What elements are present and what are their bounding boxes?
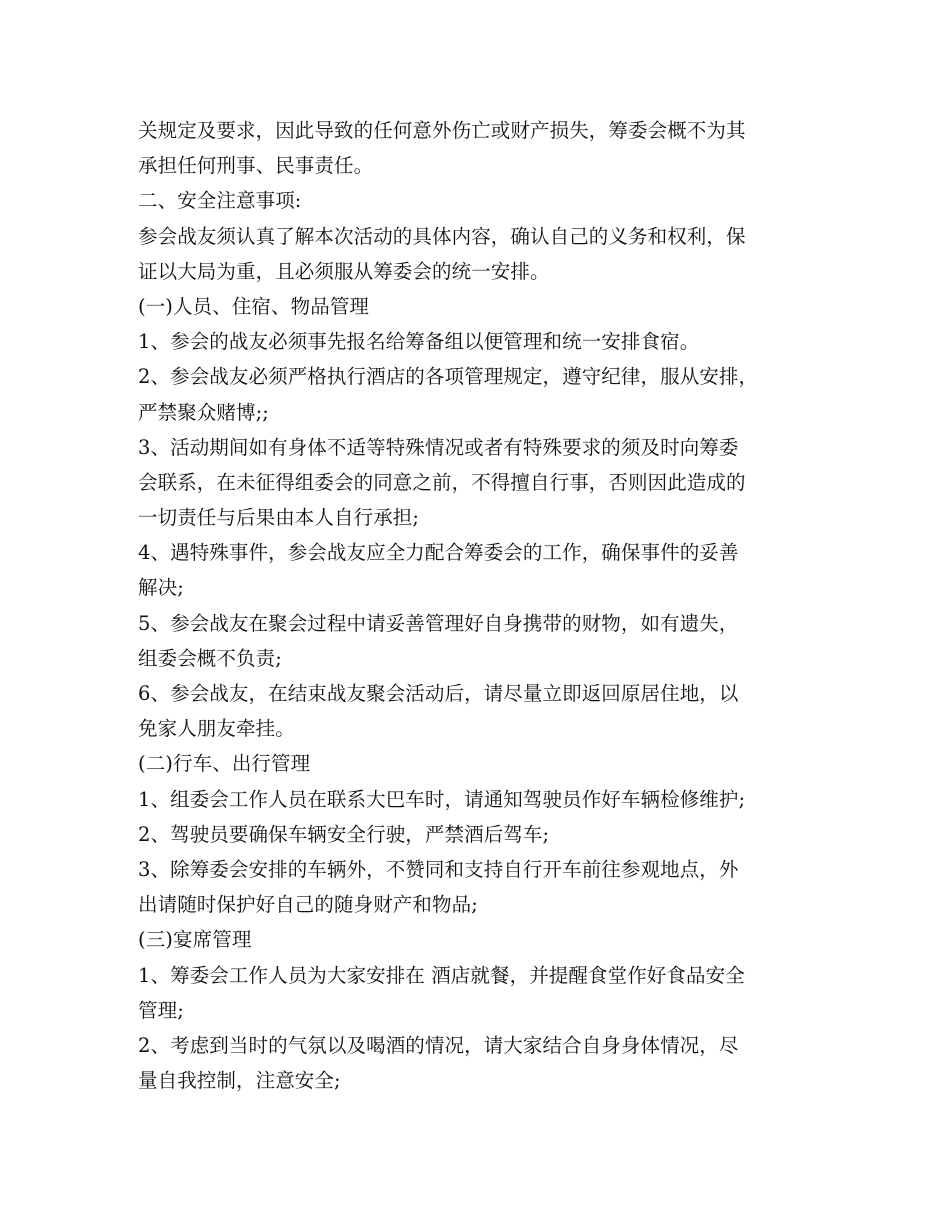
text-line: 会联系，在未征得组委会的同意之前，不得擅自行事，否则因此造成的: [138, 470, 746, 494]
subsection-heading: (三)宴席管理: [138, 928, 252, 952]
list-item: 2、参会战友必须严格执行酒店的各项管理规定，遵守纪律，服从安排，: [138, 365, 759, 389]
list-item: 3、除筹委会安排的车辆外，不赞同和支持自行开车前往参观地点，外: [138, 857, 739, 881]
list-item: 3、活动期间如有身体不适等特殊情况或者有特殊要求的须及时向筹委: [138, 435, 739, 459]
subsection-heading: (一)人员、住宿、物品管理: [138, 294, 370, 318]
text-line: 管理;: [138, 998, 184, 1022]
section-heading: 二、安全注意事项:: [138, 189, 302, 213]
list-item: 2、考虑到当时的气氛以及喝酒的情况，请大家结合自身身体情况，尽: [138, 1033, 739, 1057]
text-line: 严禁聚众赌博;;: [138, 400, 269, 424]
text-line: 组委会概不负责;: [138, 646, 282, 670]
text-line: 承担任何刑事、民事责任。: [138, 154, 374, 178]
list-item: 5、参会战友在聚会过程中请妥善管理好自身携带的财物，如有遗失，: [138, 611, 739, 635]
list-item: 1、参会的战友必须事先报名给筹备组以便管理和统一安排食宿。: [138, 330, 700, 354]
text-line: 免家人朋友牵挂。: [138, 717, 295, 741]
text-line: 出请随时保护好自己的随身财产和物品;: [138, 893, 478, 917]
subsection-heading: (二)行车、出行管理: [138, 752, 311, 776]
text-line: 参会战友须认真了解本次活动的具体内容，确认自己的义务和权利，保: [138, 224, 746, 248]
text-line: 解决;: [138, 576, 184, 600]
text-line: 证以大局为重，且必须服从筹委会的统一安排。: [138, 259, 550, 283]
text-line: 一切责任与后果由本人自行承担;: [138, 506, 420, 530]
document-body: [138, 113, 828, 1098]
list-item: 1、筹委会工作人员为大家安排在 酒店就餐，并提醒食堂作好食品安全: [138, 963, 745, 987]
list-item: 2、驾驶员要确保车辆安全行驶，严禁酒后驾车;: [138, 822, 550, 846]
text-line: 量自我控制，注意安全;: [138, 1069, 341, 1093]
text-line: 关规定及要求，因此导致的任何意外伤亡或财产损失，筹委会概不为其: [138, 119, 746, 142]
list-item: 4、遇特殊事件，参会战友应全力配合筹委会的工作，确保事件的妥善: [138, 541, 739, 565]
list-item: 1、组委会工作人员在联系大巴车时，请通知驾驶员作好车辆检修维护;: [138, 787, 746, 811]
list-item: 6、参会战友，在结束战友聚会活动后，请尽量立即返回原居住地，以: [138, 682, 739, 705]
